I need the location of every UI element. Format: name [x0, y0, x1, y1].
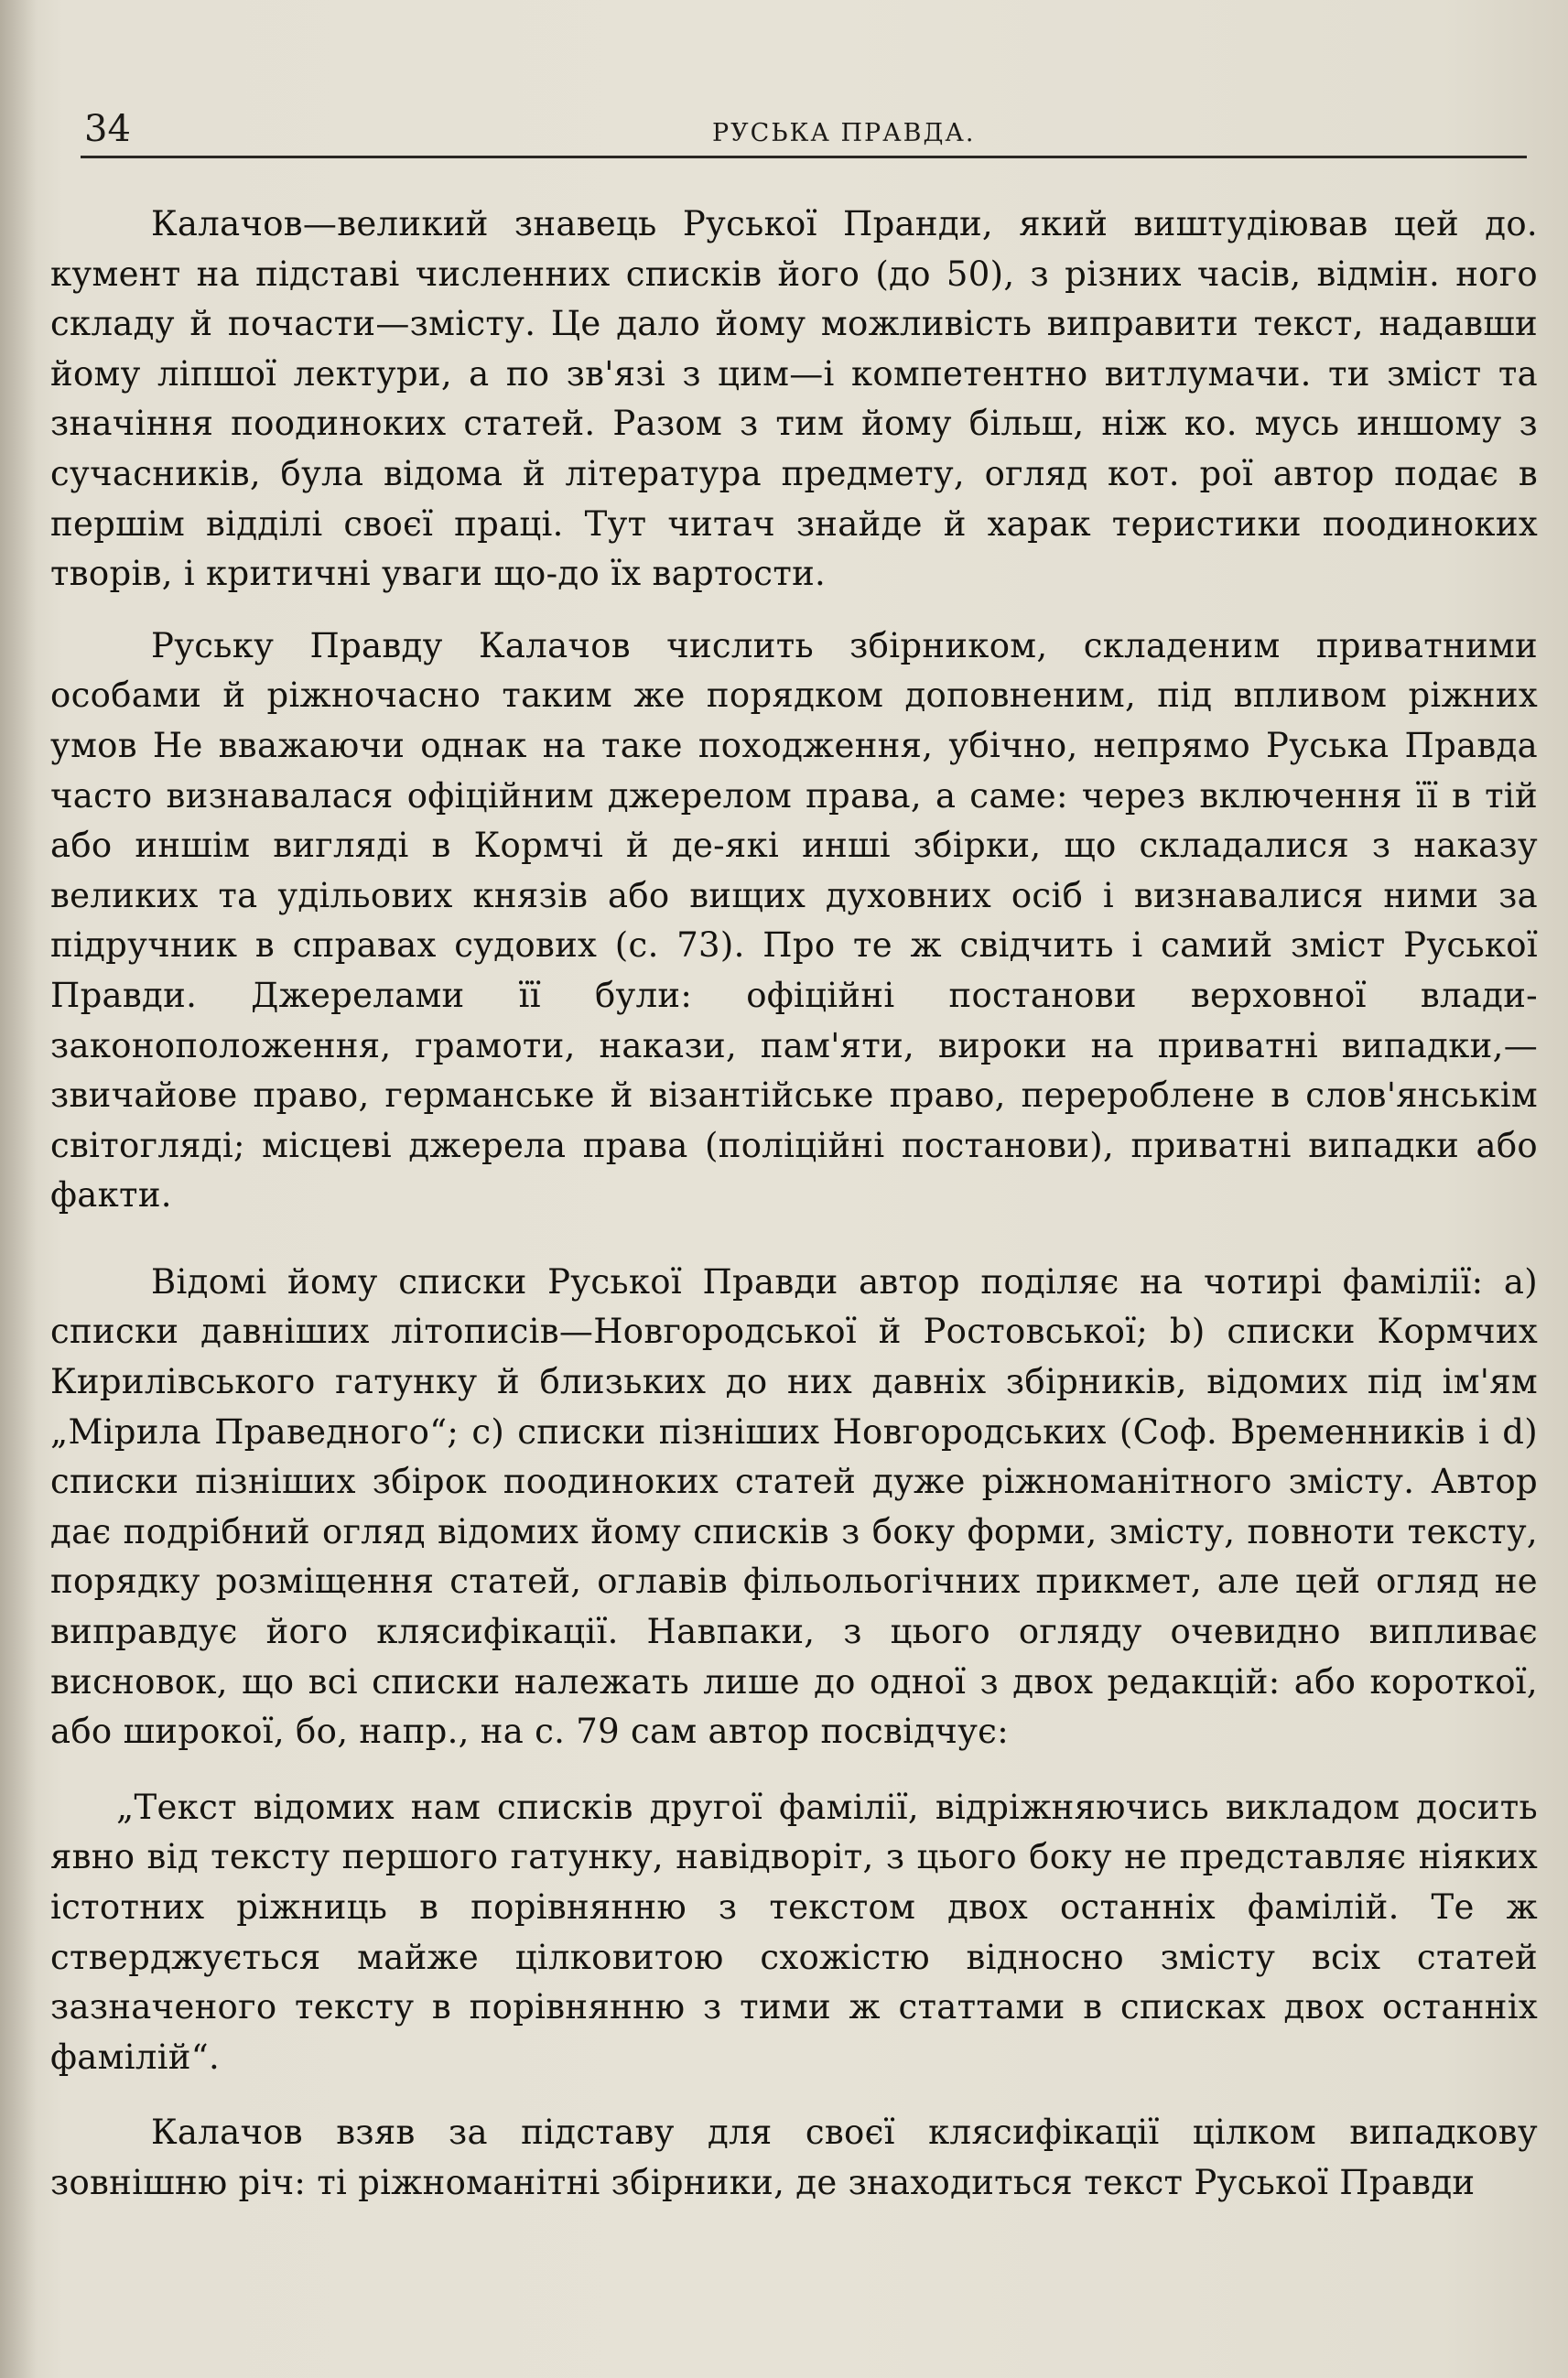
paragraph-1: Калачов—великий знавець Руської Пранди, який виштудіював цей до. кумент на підставі численних списків його (до 50), з різних часів, відмін. ного складу й почасти—змісту. Це дало йому можливість виправити текст, надавши йому ліпшої лектури, а по зв'язі з цим—і компетентно витлумачи. ти зміст та значіння поодиноких статей. Разом з тим йому більш, ніж ко. мусь иншому з сучасників, була відома й література предмету, огляд кот. рої автор подає в першім відділі своєї праці. Тут читач знайде й харак теристики поодиноких творів, і критичні уваги що-до їх вартости. — [50, 204, 1538, 594]
quotation: „Текст відомих нам списків другої фамілії, відріжняючись викладом досить явно від тексту першого гатунку, навідворіт, з цього боку не представляє ніяких істотних ріжниць в порівнянню з текстом двох останніх фамілій. Те ж стверджується майже цілковитою схожістю відносно змісту всіх статей зазначеного тексту в порівнянню з тими ж статтами в списках двох останніх фамілій“. — [50, 1787, 1538, 2077]
paragraph-2: Руську Правду Калачов числить збірником, складеним приватними особами й ріжночасно таким же порядком доповненим, під впливом ріжних умов Не вважаючи однак на таке походження, убічно, непрямо Руська Правда часто визнавалася офіційним джерелом права, а саме: через включення її в тій або иншім вигляді в Кормчі й де-які инші збірки, що складалися з наказу великих та удільових князів або вищих духовних осіб і визнавалися ними за підручник в справах судових (с. 73). Про те ж свідчить і самий зміст Руської Правди. Джерелами її були: офіційні постанови верховної влади-законоположення, грамоти, накази, пам'яти, вироки на приватні випадки,—звичайове право, германське й візантійське право, перероблене в слов'янськім світогляді; місцеві джерела права (поліційні постанови), приватні випадки або факти. — [50, 625, 1538, 1216]
running-title: РУСЬКА ПРАВДА. — [712, 119, 976, 147]
paragraph-3: Відомі йому списки Руської Правди автор поділяє на чотирі фамілії: а) списки давніших літописів—Новгородської й Ростовської; b) списки Кормчих Кирилівського гатунку й близьких до них давніх збірників, відомих під ім'ям „Мірила Праведного“; с) списки пізніших Новгородських (Соф. Временників і d) списки пізніших збірок поодиноких статей дуже ріжноманітного змісту. Автор дає подрібний огляд відомих йому списків з боку форми, змісту, повноти тексту, порядку розміщення статей, оглавів фільольогічних прикмет, але цей огляд не виправдує його клясифікації. Навпаки, з цього огляду очевидно випливає висновок, що всі списки належать лише до одної з двох редакцій: або короткої, або широкої, бо, напр., на с. 79 сам автор посвідчує: — [50, 1261, 1538, 1752]
page-number: 34 — [84, 108, 131, 150]
body-text — [50, 200, 1538, 2209]
header-rule — [81, 156, 1527, 158]
spine-shadow — [0, 0, 37, 2378]
page-header — [81, 108, 1527, 163]
paragraph-4: Калачов взяв за підставу для своєї клясифікації цілком випадкову зовнішню річ: ті ріжноманітні збірники, де знаходиться текст Руської Правди — [50, 2113, 1538, 2202]
